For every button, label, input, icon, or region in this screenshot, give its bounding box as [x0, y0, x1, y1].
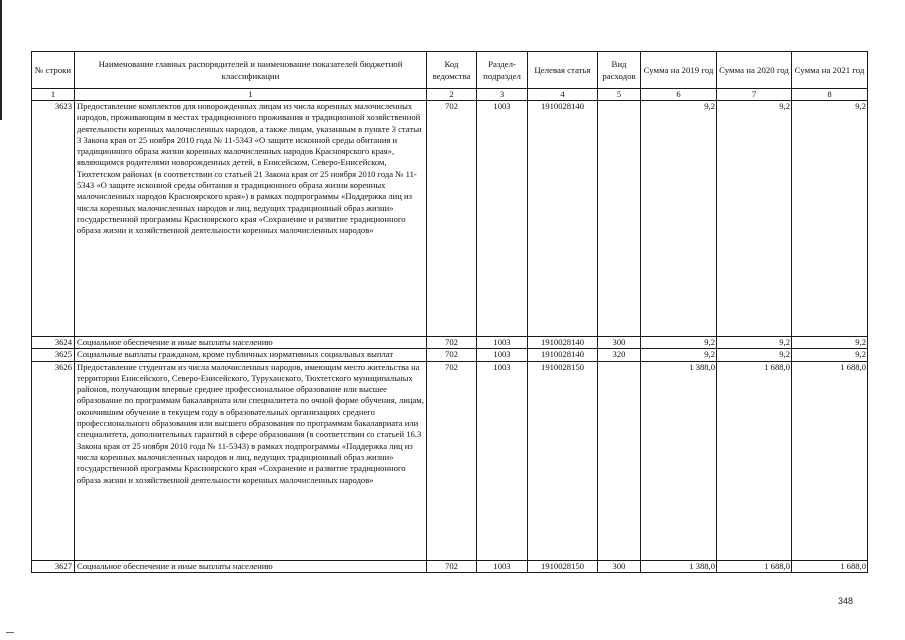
header-sum-2019: Сумма на 2019 год [641, 52, 717, 89]
sum-2019: 1 388,0 [641, 560, 717, 572]
expense-code: 300 [598, 337, 641, 349]
sum-2021: 9,2 [792, 101, 868, 337]
sum-2019: 9,2 [641, 349, 717, 361]
header-sum-2020: Сумма на 2020 год [717, 52, 792, 89]
table-row [32, 337, 868, 349]
table-row [32, 361, 868, 560]
dept-code: 702 [427, 361, 477, 560]
row-name: Социальное обеспечение и иные выплаты населению [75, 560, 427, 572]
table-row [32, 560, 868, 572]
sum-2020: 9,2 [717, 349, 792, 361]
section-code: 1003 [477, 560, 528, 572]
row-number: 3625 [32, 349, 75, 361]
header-name: Наименование главных распорядителей и наименование показателей бюджетной классификации [75, 52, 427, 89]
expense-code: 300 [598, 560, 641, 572]
header-section: Раздел-подраздел [477, 52, 528, 89]
column-number: 3 [477, 89, 528, 101]
section-code: 1003 [477, 361, 528, 560]
column-number: 8 [792, 89, 868, 101]
sum-2021: 9,2 [792, 337, 868, 349]
sum-2021: 1 688,0 [792, 361, 868, 560]
sum-2021: 9,2 [792, 349, 868, 361]
scan-edge-line [0, 0, 2, 120]
sum-2019: 1 388,0 [641, 361, 717, 560]
column-number: 7 [717, 89, 792, 101]
target-code: 1910028140 [528, 101, 598, 337]
target-code: 1910028140 [528, 337, 598, 349]
expense-code: 320 [598, 349, 641, 361]
row-name: Предоставление студентам из числа малочисленных народов, имеющим место жительства на территории Енисейского, Северо-Енисейского, Туруханского, Тюхтетского муниципальных районов, получающим впервые среднее профессиональное образование или высшее образование по программам бакалавриата или специалитета по очной форме обучения, лицам, окончившим обучение в текущем году в образовательных организациях среднего профессионального образования или высшего образования по программам бакалавриата или специалитета, дополнительных гарантий в сфере образования (в соответствии со статьей 16.3 Закона края от 25 ноября 2010 года № 11-5343) в рамках подпрограммы «Поддержка лиц из числа коренных малочисленных народов и лиц, ведущих традиционный образ жизни» государственной программы Красноярского края «Сохранение и развитие традиционного образа жизни и хозяйственной деятельности коренных малочисленных народов» [75, 361, 427, 560]
sum-2020: 1 688,0 [717, 361, 792, 560]
sum-2021: 1 688,0 [792, 560, 868, 572]
table-row [32, 101, 868, 337]
column-number: 6 [641, 89, 717, 101]
sum-2019: 9,2 [641, 101, 717, 337]
row-name: Социальные выплаты гражданам, кроме публичных нормативных социальных выплат [75, 349, 427, 361]
column-number-row [32, 89, 868, 101]
budget-table [31, 51, 868, 573]
table-row [32, 349, 868, 361]
row-number: 3627 [32, 560, 75, 572]
header-expense-type: Вид расходов [598, 52, 641, 89]
table-header-row [32, 52, 868, 89]
dept-code: 702 [427, 101, 477, 337]
column-number: 5 [598, 89, 641, 101]
dept-code: 702 [427, 560, 477, 572]
header-row-no: № строки [32, 52, 75, 89]
target-code: 1910028150 [528, 560, 598, 572]
dept-code: 702 [427, 337, 477, 349]
header-sum-2021: Сумма на 2021 год [792, 52, 868, 89]
expense-code [598, 101, 641, 337]
column-number: 4 [528, 89, 598, 101]
scan-mark [6, 632, 14, 633]
row-name: Социальное обеспечение и иные выплаты населению [75, 337, 427, 349]
column-number: 1 [75, 89, 427, 101]
section-code: 1003 [477, 101, 528, 337]
target-code: 1910028140 [528, 349, 598, 361]
column-number: 2 [427, 89, 477, 101]
column-number: 1 [32, 89, 75, 101]
header-dept-code: Код ведомства [427, 52, 477, 89]
sum-2019: 9,2 [641, 337, 717, 349]
dept-code: 702 [427, 349, 477, 361]
sum-2020: 1 688,0 [717, 560, 792, 572]
sum-2020: 9,2 [717, 337, 792, 349]
row-number: 3624 [32, 337, 75, 349]
row-number: 3623 [32, 101, 75, 337]
row-number: 3626 [32, 361, 75, 560]
target-code: 1910028150 [528, 361, 598, 560]
section-code: 1003 [477, 337, 528, 349]
page-number: 348 [838, 596, 854, 606]
expense-code [598, 361, 641, 560]
section-code: 1003 [477, 349, 528, 361]
sum-2020: 9,2 [717, 101, 792, 337]
header-target: Целевая статья [528, 52, 598, 89]
row-name: Предоставление комплектов для новорожденных лицам из числа коренных малочисленных народов, проживающим в местах традиционного проживания и традиционной хозяйственной деятельности коренных малочисленных народов, а также лицам, указанным в пункте 3 статьи 3 Закона края от 25 ноября 2010 года № 11-5343 «О защите исконной среды обитания и традиционного образа жизни коренных малочисленных народов Красноярского края», являющимся родителями новорожденных детей, в Енисейском, Северо-Енисейском, Тюхтетском районах (в соответствии со статьей 21 Закона края от 25 ноября 2010 года № 11-5343 «О защите исконной среды обитания и традиционного образа жизни коренных малочисленных народов Красноярского края») в рамках подпрограммы «Поддержка лиц из числа коренных малочисленных народов и лиц, ведущих традиционный образ жизни» государственной программы Красноярского края «Сохранение и развитие традиционного образа жизни и хозяйственной деятельности коренных малочисленных народов» [75, 101, 427, 337]
